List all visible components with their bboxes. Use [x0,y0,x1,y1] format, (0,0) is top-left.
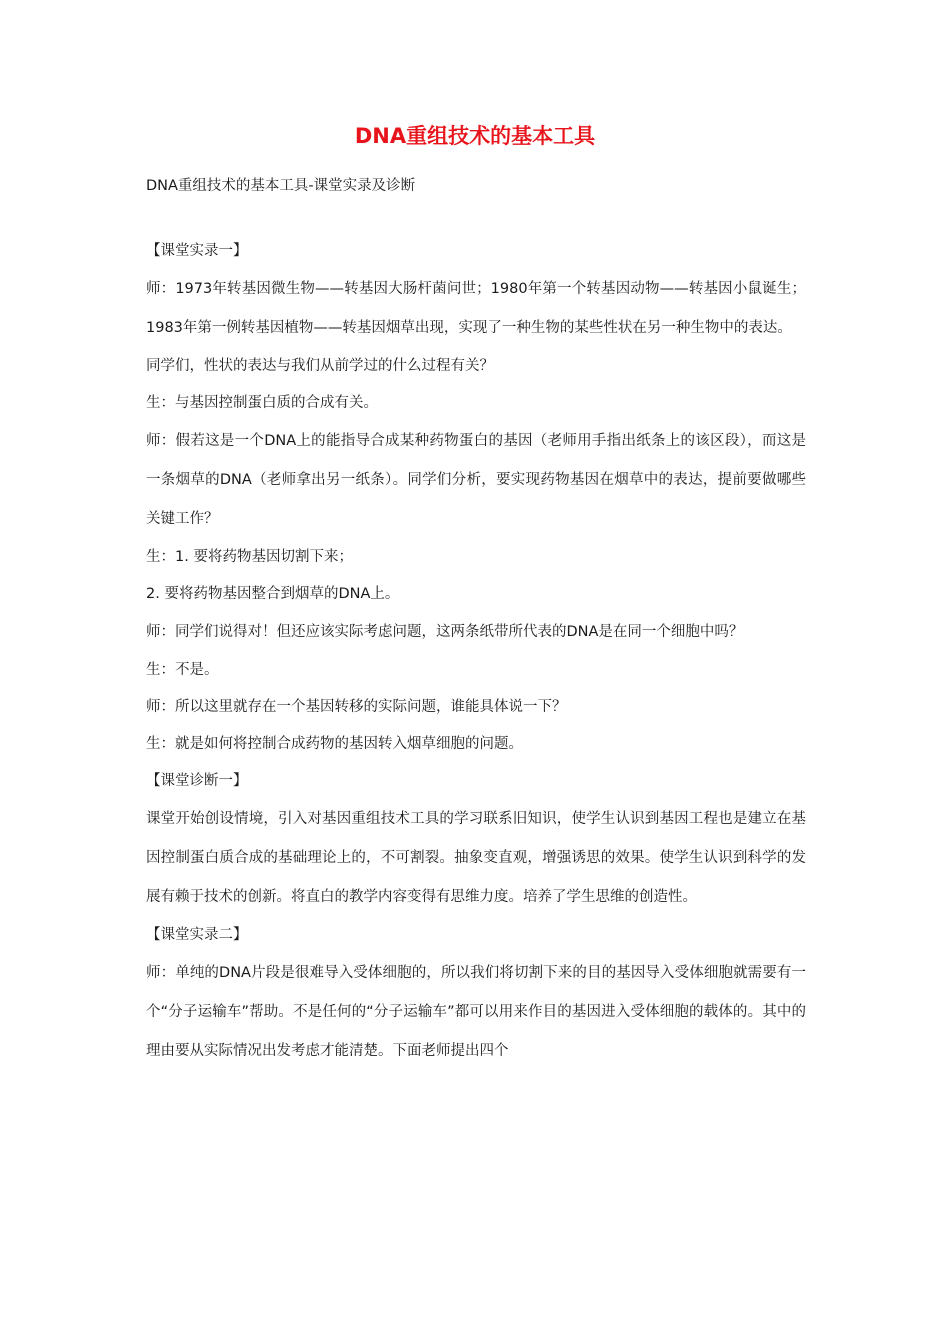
paragraph: 2. 要将药物基因整合到烟草的DNA上。 [146,586,400,602]
document-body [146,233,806,1071]
section-heading: 【课堂实录二】 [146,927,248,943]
paragraph: 师：假若这是一个DNA上的能指导合成某种药物蛋白的基因（老师用手指出纸条上的该区段），而这是一条烟草的DNA（老师拿出另一纸条）。同学们分析，要实现药物基因在烟草中的表达，提前要做哪些关键工作？ [146,433,806,527]
document-subtitle: DNA重组技术的基本工具-课堂实录及诊断 [146,178,416,194]
paragraph: 师：所以这里就存在一个基因转移的实际问题，谁能具体说一下？ [146,699,567,715]
paragraph: 师：单纯的DNA片段是很难导入受体细胞的，所以我们将切割下来的目的基因导入受体细胞就需要有一个“分子运输车”帮助。不是任何的“分子运输车”都可以用来作目的基因进入受体细胞的载体的。其中的理由要从实际情况出发考虑才能清楚。下面老师提出四个 [146,965,806,1059]
paragraph: 课堂开始创设情境，引入对基因重组技术工具的学习联系旧知识，使学生认识到基因工程也是建立在基因控制蛋白质合成的基础理论上的，不可割裂。抽象变直观，增强诱思的效果。使学生认识到科学的发展有赖于技术的创新。将直白的教学内容变得有思维力度。培养了学生思维的创造性。 [146,811,806,905]
paragraph: 生：不是。 [146,662,219,678]
paragraph: 同学们，性状的表达与我们从前学过的什么过程有关？ [146,358,494,374]
paragraph: 生：1. 要将药物基因切割下来； [146,549,353,565]
paragraph: 生：就是如何将控制合成药物的基因转入烟草细胞的问题。 [146,736,523,752]
paragraph: 生：与基因控制蛋白质的合成有关。 [146,395,378,411]
document-title: DNA重组技术的基本工具 [354,124,596,148]
section-heading: 【课堂诊断一】 [146,773,248,789]
section-heading: 【课堂实录一】 [146,243,248,259]
paragraph: 师：1973年转基因微生物——转基因大肠杆菌问世；1980年第一个转基因动物——转基因小鼠诞生；1983年第一例转基因植物——转基因烟草出现，实现了一种生物的某些性状在另一种生物中的表达。 [146,281,806,336]
paragraph: 师：同学们说得对！但还应该实际考虑问题，这两条纸带所代表的DNA是在同一个细胞中吗？ [146,624,744,640]
